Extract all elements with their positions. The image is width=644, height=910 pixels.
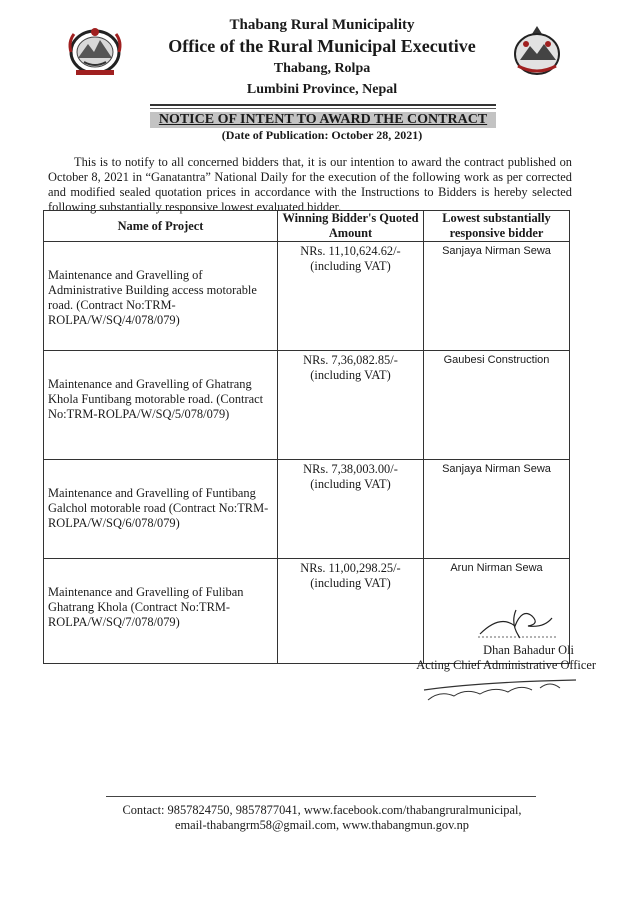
bidder-cell: Sanjaya Nirman Sewa	[424, 242, 570, 351]
header-amount: Winning Bidder's Quoted Amount	[278, 211, 424, 242]
bidder-cell: Arun Nirman Sewa	[424, 559, 570, 664]
office-name: Office of the Rural Municipal Executive	[168, 36, 476, 56]
header-bidder: Lowest substantially responsive bidder	[424, 211, 570, 242]
amount-cell	[278, 242, 424, 351]
amount-note: (including VAT)	[310, 576, 391, 590]
municipality-name: Thabang Rural Municipality	[229, 17, 415, 33]
header-divider-thin	[150, 108, 496, 109]
amount-note: (including VAT)	[310, 368, 391, 382]
header-project: Name of Project	[44, 211, 278, 242]
amount-cell	[278, 460, 424, 559]
header-divider-thick	[150, 104, 496, 106]
project-cell: Maintenance and Gravelling of Ghatrang Khola Funtibang motorable road. (Contract No:TRM-ROLPA/W/SQ/5/078/079)	[44, 351, 278, 460]
contract-table	[43, 210, 570, 664]
table-header-row	[44, 211, 570, 242]
notice-title: NOTICE OF INTENT TO AWARD THE CONTRACT	[150, 112, 496, 128]
amount-value: NRs. 11,00,298.25/-	[300, 561, 401, 575]
amount-value: NRs. 7,38,003.00/-	[303, 462, 398, 476]
amount-note: (including VAT)	[310, 259, 391, 273]
signatory-title: Acting Chief Administrative Officer	[416, 658, 596, 672]
table-row	[44, 351, 570, 460]
signature-icon	[470, 604, 560, 640]
signatory-name: Dhan Bahadur Oli	[483, 643, 574, 657]
footer-web: email-thabangrm58@gmail.com, www.thabangmun.gov.np	[174, 818, 470, 832]
table-row	[44, 460, 570, 559]
bidder-cell: Sanjaya Nirman Sewa	[424, 460, 570, 559]
amount-value: NRs. 7,36,082.85/-	[303, 353, 398, 367]
office-location: Thabang, Rolpa	[273, 61, 371, 76]
bidder-cell: Gaubesi Construction	[424, 351, 570, 460]
official-stamp-icon	[420, 676, 580, 706]
publication-date: (Date of Publication: October 28, 2021)	[221, 128, 423, 142]
amount-cell	[278, 351, 424, 460]
amount-note: (including VAT)	[310, 477, 391, 491]
project-cell: Maintenance and Gravelling of Administrative Building access motorable road. (Contract No:TRM-ROLPA/W/SQ/4/078/079)	[44, 242, 278, 351]
notice-body-text: This is to notify to all concerned bidders that, it is our intention to award the contract published on October 8, 2021 in “Ganatantra” National Daily for the execution of the following work as per corrected and modified sealed quotation prices in accordance with the Instructions to Bidders is hereby selected following substantially responsive lowest evaluated bidder.	[48, 155, 572, 214]
project-cell: Maintenance and Gravelling of Fuliban Ghatrang Khola (Contract No:TRM-ROLPA/W/SQ/7/078/079)	[44, 559, 278, 664]
office-province: Lumbini Province, Nepal	[246, 82, 398, 97]
notice-body	[48, 155, 572, 215]
table-row	[44, 242, 570, 351]
project-cell: Maintenance and Gravelling of Funtibang Galchol motorable road (Contract No:TRM-ROLPA/W/SQ/6/078/079)	[44, 460, 278, 559]
footer-contact: Contact: 9857824750, 9857877041, www.facebook.com/thabangruralmunicipal,	[122, 803, 522, 817]
footer-divider	[106, 796, 536, 797]
amount-value: NRs. 11,10,624.62/-	[300, 244, 401, 258]
